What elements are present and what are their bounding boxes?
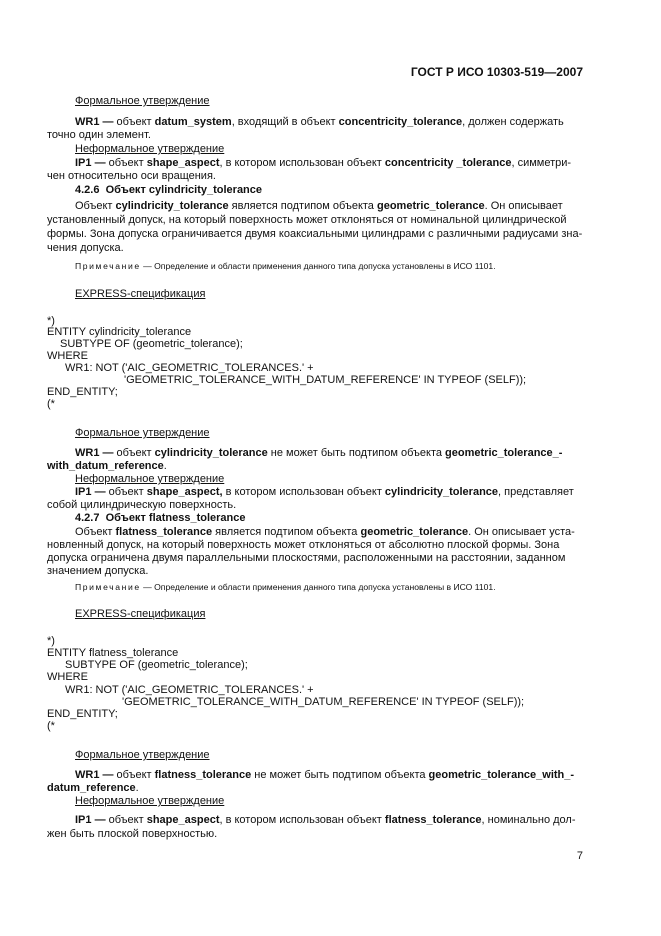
paragraph-line: Объект flatness_tolerance является подтипом объекта geometric_tolerance. Он описывает уста- (75, 526, 575, 538)
code-line: *) (47, 315, 55, 327)
code-line: END_ENTITY; (47, 386, 118, 398)
section-heading-4-2-7: 4.2.7 Объект flatness_tolerance (75, 512, 246, 524)
ip1-line: IP1 — объект shape_aspect, в котором использован объект concentricity _tolerance, симметри- (75, 157, 572, 169)
section-heading-4-2-6: 4.2.6 Объект cylindricity_tolerance (75, 184, 263, 196)
document-header: ГОСТ Р ИСО 10303-519—2007 (410, 65, 583, 79)
wr1-line: WR1 — объект flatness_tolerance не может быть подтипом объекта geometric_tolerance_with_- (75, 769, 575, 781)
formal-statement-label: Формальное утверждение (75, 427, 210, 439)
code-line: WHERE (47, 671, 88, 683)
formal-statement-label: Формальное утверждение (75, 749, 210, 761)
wr1-line-cont: точно один элемент. (47, 129, 151, 141)
code-line: SUBTYPE OF (geometric_tolerance); (60, 338, 243, 350)
ip1-line: IP1 — объект shape_aspect, в котором использован объект cylindricity_tolerance, представляет (75, 486, 574, 498)
informal-statement-label: Неформальное утверждение (75, 143, 225, 155)
code-line: ENTITY flatness_tolerance (47, 647, 179, 659)
ip1-line-cont: собой цилиндрическую поверхность. (47, 499, 237, 511)
code-line: 'GEOMETRIC_TOLERANCE_WITH_DATUM_REFERENCE' IN TYPEOF (SELF)); (124, 374, 527, 386)
note: Примечание — Определение и области применения данного типа допуска установлены в ИСО 1101. (75, 261, 496, 271)
formal-statement-label: Формальное утверждение (75, 95, 210, 107)
wr1-line-cont: with_datum_reference. (47, 460, 167, 472)
code-line: ENTITY cylindricity_tolerance (47, 326, 192, 338)
code-line: *) (47, 635, 55, 647)
code-line: WHERE (47, 350, 88, 362)
note: Примечание — Определение и области применения данного типа допуска установлены в ИСО 1101. (75, 582, 496, 592)
code-line: END_ENTITY; (47, 708, 118, 720)
page-number: 7 (576, 850, 583, 862)
paragraph-line: формы. Зона допуска ограничивается двумя коаксиальными цилиндрами с различными радиусами зна- (47, 228, 583, 240)
paragraph-line: новленный допуск, на который поверхность может отклоняться от абсолютно плоской формы. Зона (47, 539, 560, 551)
ip1-line-cont: чен относительно оси вращения. (47, 170, 216, 182)
paragraph-line: установленный допуск, на который поверхность может отклоняться от номинальной цилиндрической (47, 214, 567, 226)
code-line: (* (47, 398, 55, 410)
ip1-line-cont: жен быть плоской поверхностью. (47, 828, 218, 840)
ip1-line: IP1 — объект shape_aspect, в котором использован объект flatness_tolerance, номинально дол- (75, 814, 576, 826)
wr1-line: WR1 — объект cylindricity_tolerance не может быть подтипом объекта geometric_tolerance_- (75, 447, 563, 459)
paragraph-line: значением допуска. (47, 565, 149, 577)
express-spec-label: EXPRESS-спецификация (75, 608, 206, 620)
code-line: SUBTYPE OF (geometric_tolerance); (65, 659, 248, 671)
wr1-line-cont: datum_reference. (47, 782, 139, 794)
paragraph-line: Объект cylindricity_tolerance является подтипом объекта geometric_tolerance. Он описывает (75, 200, 563, 212)
express-spec-label: EXPRESS-спецификация (75, 288, 206, 300)
informal-statement-label: Неформальное утверждение (75, 795, 225, 807)
code-line: 'GEOMETRIC_TOLERANCE_WITH_DATUM_REFERENCE' IN TYPEOF (SELF)); (122, 696, 525, 708)
paragraph-line: чения допуска. (47, 242, 124, 254)
paragraph-line: допуска ограничена двумя параллельными плоскостями, расположенными на расстоянии, заданном (47, 552, 566, 564)
code-line: (* (47, 720, 55, 732)
code-line: WR1: NOT ('AIC_GEOMETRIC_TOLERANCES.' + (65, 684, 314, 696)
informal-statement-label: Неформальное утверждение (75, 473, 225, 485)
code-line: WR1: NOT ('AIC_GEOMETRIC_TOLERANCES.' + (65, 362, 314, 374)
wr1-line: WR1 — объект datum_system, входящий в объект concentricity_tolerance, должен содержать (75, 116, 564, 128)
